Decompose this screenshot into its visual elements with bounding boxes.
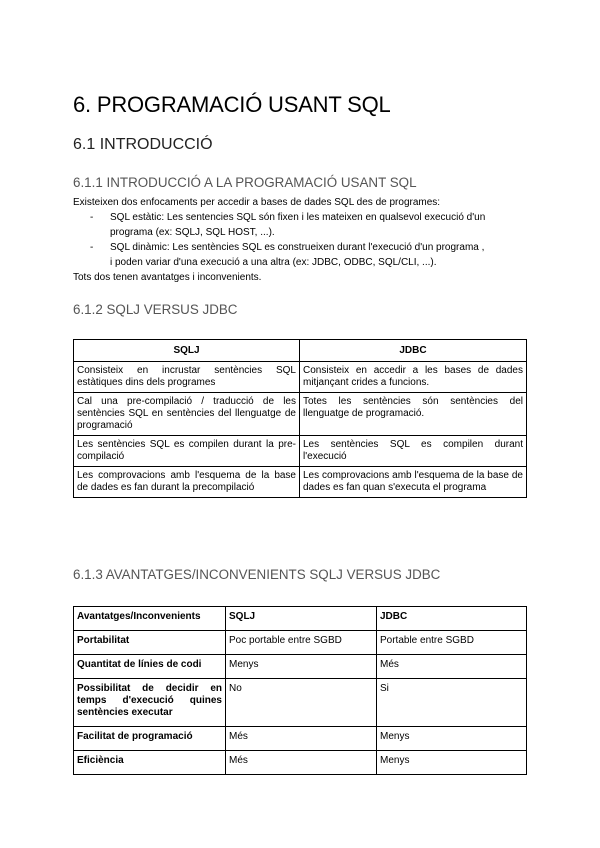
page-title: 6. PROGRAMACIÓ USANT SQL: [73, 92, 391, 117]
column-header: SQLJ: [226, 607, 377, 631]
table-cell: Portable entre SGBD: [377, 631, 527, 655]
column-header: JDBC: [300, 340, 527, 362]
table-row: [74, 393, 527, 436]
subsection-heading-611: 6.1.1 INTRODUCCIÓ A LA PROGRAMACIÓ USANT SQL: [73, 175, 417, 190]
table-cell: Poc portable entre SGBD: [226, 631, 377, 655]
bullet-dash: -: [90, 242, 94, 253]
table-cell: No: [226, 679, 377, 727]
table-row: [74, 679, 527, 727]
comparison-table: [73, 339, 527, 498]
intro-paragraph: [73, 195, 533, 285]
table-cell: Més: [226, 727, 377, 751]
list-item: [73, 210, 533, 240]
table-cell: Les sentències SQL es compilen durant la pre-compilació: [74, 436, 300, 467]
row-label: Eficiència: [74, 751, 226, 775]
row-label: Facilitat de programació: [74, 727, 226, 751]
bullet-dash: -: [90, 212, 94, 223]
table-row: [74, 655, 527, 679]
table-cell: Menys: [377, 727, 527, 751]
table-cell: Més: [226, 751, 377, 775]
row-label: Possibilitat de decidir en temps d'execució quines sentències executar: [74, 679, 226, 727]
list-item-line: SQL dinàmic: Les sentències SQL es construeixen durant l'execució d'un programa ,: [110, 242, 485, 253]
table-cell: Les comprovacions amb l'esquema de la base de dades es fan quan s'executa el programa: [300, 467, 527, 498]
column-header: SQLJ: [74, 340, 300, 362]
list-item-line: programa (ex: SQLJ, SQL HOST, ...).: [110, 227, 275, 238]
table-cell: Si: [377, 679, 527, 727]
table-row: [74, 631, 527, 655]
intro-text: Existeixen dos enfocaments per accedir a bases de dades SQL des de programes:: [73, 197, 441, 208]
table-cell: Consisteix en incrustar sentències SQL estàtiques dins dels programes: [74, 362, 300, 393]
subsection-heading-613: 6.1.3 AVANTATGES/INCONVENIENTS SQLJ VERSUS JDBC: [73, 567, 441, 582]
table-row: [74, 436, 527, 467]
table-cell: Totes les sentències són sentències del llenguatge de programació.: [300, 393, 527, 436]
pros-cons-table: [73, 606, 527, 775]
table-cell: Cal una pre-compilació / traducció de les sentències SQL en sentències del llenguatge de programació: [74, 393, 300, 436]
table-cell: Les sentències SQL es compilen durant l'execució: [300, 436, 527, 467]
approach-list: [73, 210, 533, 270]
table-cell: Les comprovacions amb l'esquema de la base de dades es fan durant la precompilació: [74, 467, 300, 498]
table-cell: Més: [377, 655, 527, 679]
column-header: Avantatges/Inconvenients: [74, 607, 226, 631]
row-label: Quantitat de línies de codi: [74, 655, 226, 679]
table-cell: Consisteix en accedir a les bases de dades mitjançant crides a funcions.: [300, 362, 527, 393]
list-item-line: i poden variar d'una execució a una altra (ex: JDBC, ODBC, SQL/CLI, ...).: [110, 257, 437, 268]
table-header-row: [74, 607, 527, 631]
section-heading: 6.1 INTRODUCCIÓ: [73, 136, 213, 153]
list-item: [73, 240, 533, 270]
closing-text: Tots dos tenen avantatges i inconvenients.: [73, 272, 262, 283]
subsection-heading-612: 6.1.2 SQLJ VERSUS JDBC: [73, 302, 238, 317]
column-header: JDBC: [377, 607, 527, 631]
table-cell: Menys: [377, 751, 527, 775]
table-header-row: [74, 340, 527, 362]
table-row: [74, 751, 527, 775]
table-row: [74, 362, 527, 393]
row-label: Portabilitat: [74, 631, 226, 655]
table-row: [74, 727, 527, 751]
table-cell: Menys: [226, 655, 377, 679]
table-row: [74, 467, 527, 498]
list-item-line: SQL estàtic: Les sentencies SQL són fixen i les mateixen en qualsevol execució d'un: [110, 212, 486, 223]
